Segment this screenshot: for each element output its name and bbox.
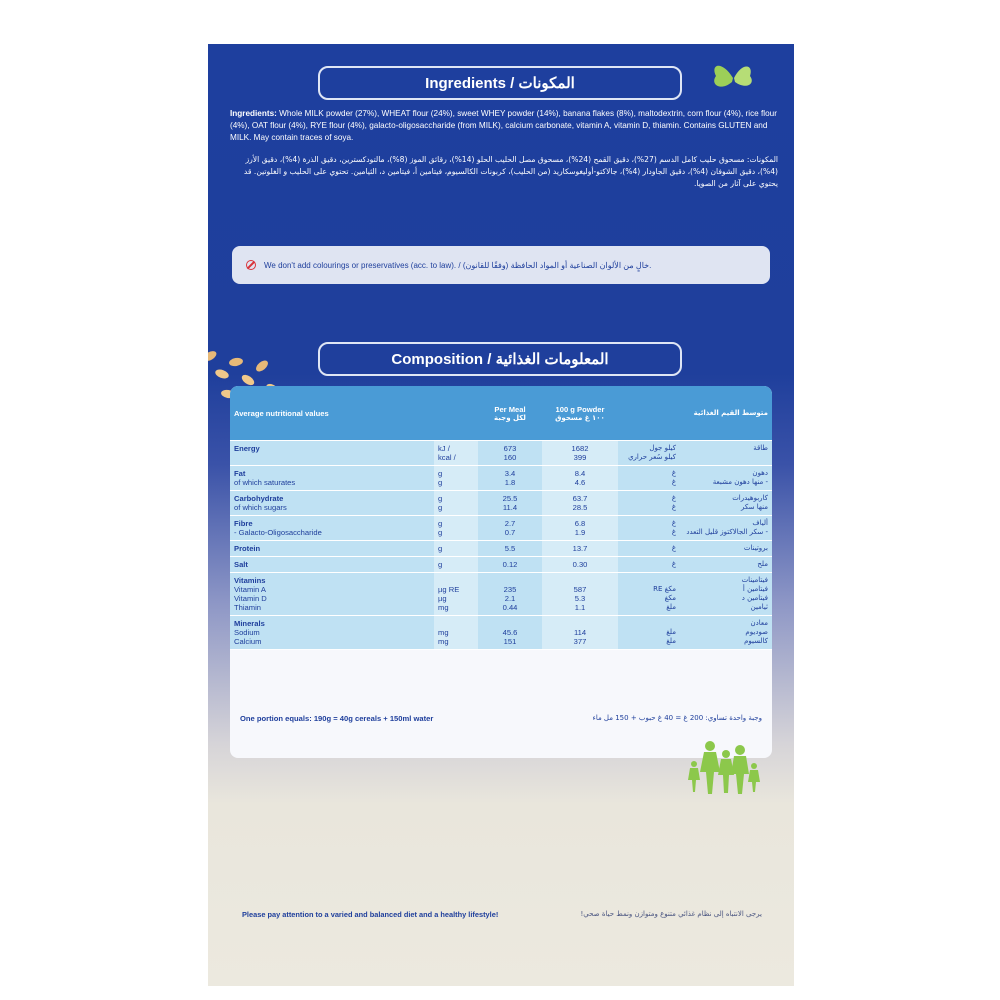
per-meal-value-line: 2.7	[504, 519, 516, 528]
table-row	[230, 466, 772, 491]
per-meal-value	[478, 441, 542, 466]
nutrient-name-arabic	[680, 573, 772, 616]
butterfly-icon	[708, 56, 758, 96]
per-meal-value	[478, 541, 542, 557]
unit	[434, 573, 478, 616]
table-row	[230, 441, 772, 466]
nutrient-name-arabic-line: - منها دهون مشبعة	[712, 478, 768, 486]
unit	[434, 516, 478, 541]
unit-arabic	[618, 557, 680, 573]
nutrient-name-arabic	[680, 616, 772, 650]
per-100g-value	[542, 516, 618, 541]
unit-line	[438, 619, 474, 628]
per-meal-value-line: 45.6	[502, 628, 518, 637]
nutrient-name-line: Salt	[234, 560, 248, 569]
product-package-back	[208, 44, 794, 986]
per-meal-value-line: 0.12	[502, 560, 518, 569]
nutrient-name-line: Vitamin A	[234, 585, 266, 594]
unit-line: µg RE	[438, 585, 460, 594]
per-100g-value-line	[546, 619, 614, 628]
per-meal-value-line: 160	[503, 453, 517, 462]
nutrient-name-line: of which sugars	[234, 503, 287, 512]
unit-line: mg	[438, 628, 449, 637]
per-100g-value-line: 13.7	[572, 544, 588, 553]
per-100g-value-line: 4.6	[574, 478, 586, 487]
table-row	[230, 616, 772, 650]
per-meal-value-line: 3.4	[504, 469, 516, 478]
per-meal-value-line: 151	[503, 637, 517, 646]
nutrient-name-line: Sodium	[234, 628, 260, 637]
unit-arabic-line: غ	[671, 469, 676, 477]
unit-line: g	[438, 478, 443, 487]
unit-line: g	[438, 519, 443, 528]
unit-arabic-line: مكغ RE	[653, 585, 676, 593]
per-meal-value	[478, 466, 542, 491]
unit-arabic	[618, 466, 680, 491]
per-meal-value	[478, 557, 542, 573]
nutrient-name-line: Fat	[234, 469, 246, 478]
unit-arabic-line	[622, 619, 676, 628]
table-row	[230, 573, 772, 616]
unit-arabic	[618, 491, 680, 516]
unit-line: kcal /	[438, 453, 456, 462]
composition-title: Composition / المعلومات الغذائية	[318, 342, 682, 376]
unit-arabic	[618, 541, 680, 557]
nutrient-name-arabic	[680, 491, 772, 516]
nutrient-name-arabic-line: معادن	[750, 619, 768, 627]
unit-line: µg	[438, 594, 447, 603]
per-100g-value-line: 587	[573, 585, 587, 594]
per-100g-value-line: 28.5	[572, 503, 588, 512]
table-row	[230, 516, 772, 541]
per-100g-value-line: 1.1	[574, 603, 586, 612]
nutrient-name-arabic-line: طاقة	[753, 444, 768, 452]
unit-arabic-line: غ	[671, 519, 676, 527]
nutrient-name-arabic-line: بروتينات	[743, 544, 768, 552]
prohibited-icon	[246, 260, 256, 270]
per-meal-value-line: 673	[503, 444, 517, 453]
table-row	[230, 491, 772, 516]
per-100g-value-line: 8.4	[574, 469, 586, 478]
ingredients-title: Ingredients / المكونات	[318, 66, 682, 100]
per-meal-value-line: 2.1	[504, 594, 516, 603]
unit-line: kJ /	[438, 444, 450, 453]
unit-line: g	[438, 544, 443, 553]
unit-arabic-line: كيلو سُعر حراري	[628, 453, 676, 461]
unit-arabic-line: ملغ	[666, 603, 676, 611]
nutrient-name-line: Carbohydrate	[234, 494, 284, 503]
nutrient-name-arabic-line: دهون	[752, 469, 768, 477]
nutrient-name-arabic-line: فيتامين د	[741, 594, 768, 602]
unit-arabic-line: ملغ	[666, 637, 676, 645]
unit	[434, 616, 478, 650]
nutrition-table	[230, 386, 772, 650]
unit-arabic-line: ملغ	[666, 628, 676, 636]
per-meal-value-line: 1.8	[504, 478, 516, 487]
unit-arabic	[618, 516, 680, 541]
per-meal-value-line: 0.44	[502, 603, 518, 612]
unit-line: g	[438, 469, 443, 478]
ingredients-text	[230, 108, 778, 190]
per-100g-value-line: 1.9	[574, 528, 586, 537]
nutrient-name-line: Protein	[234, 544, 261, 553]
nutrient-name	[230, 616, 434, 650]
nutrient-name-line: Energy	[234, 444, 260, 453]
per-meal-value-line	[482, 576, 538, 585]
per-100g-value	[542, 491, 618, 516]
per-100g-value-line	[546, 576, 614, 585]
unit-arabic	[618, 616, 680, 650]
unit	[434, 541, 478, 557]
portion-note: One portion equals: 190g = 40g cereals + 150ml water وجبة واحدة تساوي: 200 غ = 40 غ حبوب + 150 مل ماء	[240, 714, 762, 723]
unit-arabic	[618, 573, 680, 616]
unit-arabic-line: غ	[671, 478, 676, 486]
unit	[434, 441, 478, 466]
nutrient-name-line: Fibre	[234, 519, 253, 528]
header-per-100g: 100 g Powder ١٠٠ غ مسحوق	[542, 386, 618, 441]
per-100g-value-line: 63.7	[572, 494, 588, 503]
per-100g-value	[542, 541, 618, 557]
per-meal-value	[478, 516, 542, 541]
nutrient-name-arabic-line: فيتامينات	[741, 576, 768, 584]
footer-note: Please pay attention to a varied and balanced diet and a healthy lifestyle! يرجى الانتباه إلى نظام غذائي متنوع ومتوازن ونمط حياة صحي!	[242, 910, 762, 919]
per-meal-value-line: 25.5	[502, 494, 518, 503]
header-label-arabic: متوسط القيم الغذائية	[680, 386, 772, 441]
nutrient-name-arabic-line: ملح	[757, 560, 768, 568]
nutrient-name	[230, 491, 434, 516]
nutrient-name	[230, 573, 434, 616]
nutrient-name-arabic	[680, 541, 772, 557]
per-100g-value	[542, 441, 618, 466]
unit-arabic-line: مكغ	[664, 594, 676, 602]
unit-arabic-line	[622, 576, 676, 585]
per-100g-value-line: 1682	[571, 444, 589, 453]
unit	[434, 491, 478, 516]
per-100g-value-line: 0.30	[572, 560, 588, 569]
unit-arabic-line: غ	[671, 544, 676, 552]
unit-line: g	[438, 560, 443, 569]
per-100g-value	[542, 573, 618, 616]
nutrient-name-arabic	[680, 466, 772, 491]
header-label: Average nutritional values	[230, 386, 434, 441]
nutrient-name-line	[234, 453, 430, 462]
unit-arabic-line: كيلو جول	[649, 444, 676, 452]
unit-line: g	[438, 528, 443, 537]
table-header-row	[230, 386, 772, 441]
nutrient-name	[230, 441, 434, 466]
nutrient-name-line: of which saturates	[234, 478, 296, 487]
unit-arabic	[618, 441, 680, 466]
nutrient-name-line: Minerals	[234, 619, 265, 628]
unit-arabic-line: غ	[671, 560, 676, 568]
nutrient-name-arabic	[680, 516, 772, 541]
per-100g-value-line: 5.3	[574, 594, 586, 603]
per-meal-value	[478, 573, 542, 616]
nutrient-name-line: Thiamin	[234, 603, 262, 612]
nutrient-name	[230, 516, 434, 541]
per-100g-value	[542, 557, 618, 573]
nutrient-name-line: Calcium	[234, 637, 262, 646]
nutrient-name-arabic-line: فيتامين أ	[742, 585, 768, 593]
nutrient-name-arabic-line	[684, 453, 768, 462]
table-row	[230, 541, 772, 557]
unit-line: g	[438, 503, 443, 512]
unit-line: mg	[438, 603, 449, 612]
table-row	[230, 557, 772, 573]
nutrient-name	[230, 466, 434, 491]
no-preservatives-banner: We don't add colourings or preservatives (acc. to law). / خالٍ من الألوان الصناعية أو المواد الحافظة (وفقًا للقانون).	[232, 246, 770, 284]
nutrient-name-arabic-line: ألياف	[752, 519, 768, 527]
nutrient-name-arabic-line: كالسيوم	[744, 637, 768, 645]
per-meal-value-line: 235	[503, 585, 517, 594]
unit-arabic-line: غ	[671, 528, 676, 536]
nutrient-name	[230, 541, 434, 557]
ingredients-english: Ingredients: Whole MILK powder (27%), WHEAT flour (24%), sweet WHEY powder (14%), banana flakes (8%), maltodextrin, corn flour (4%), rice flour (4%), OAT flour (4%), RYE flour (4%), galacto-oligosaccharide (from MILK), calcium carbonate, vitamin A, vitamin D, thiamin. Contains GLUTEN and MILK. May contain traces of soya.	[230, 109, 777, 142]
family-icon	[686, 738, 766, 798]
header-per-meal: Per Meal لكل وجبة	[478, 386, 542, 441]
per-meal-value-line: 5.5	[504, 544, 516, 553]
unit-arabic-line: غ	[671, 503, 676, 511]
nutrient-name-arabic-line: منها سكر	[740, 503, 768, 511]
nutrient-name-line: Vitamin D	[234, 594, 267, 603]
nutrient-name-arabic-line: - سكر الجالاكتوز قليل التعدد	[686, 528, 768, 536]
per-100g-value-line: 6.8	[574, 519, 586, 528]
unit-line	[438, 576, 474, 585]
per-meal-value	[478, 491, 542, 516]
per-100g-value-line: 399	[573, 453, 587, 462]
per-100g-value	[542, 616, 618, 650]
unit-line: mg	[438, 637, 449, 646]
unit-line: g	[438, 494, 443, 503]
unit	[434, 466, 478, 491]
per-meal-value	[478, 616, 542, 650]
unit-arabic-line: غ	[671, 494, 676, 502]
per-100g-value	[542, 466, 618, 491]
per-meal-value-line: 11.4	[502, 503, 518, 512]
nutrient-name-arabic	[680, 441, 772, 466]
unit	[434, 557, 478, 573]
nutrition-table-panel	[230, 386, 772, 758]
per-100g-value-line: 377	[573, 637, 587, 646]
nutrient-name	[230, 557, 434, 573]
nutrient-name-arabic-line: صوديوم	[745, 628, 768, 636]
ingredients-arabic: المكونات: مسحوق حليب كامل الدسم (27%)، دقيق القمح (24%)، مسحوق مصل الحليب الحلو (14%)، رقائق الموز (8%)، مالتودكسترين، دقيق الذرة (4%)، دقيق الأرز (4%)، دقيق الشوفان (4%)، دقيق الجاودار (4%)، جالاكتو-أوليغوسكاريد (من الحليب)، كربونات الكالسيوم، فيتامين أ، فيتامين د، الثيامين. تحتوي على الحليب و الغلوتين. قد يحتوي على آثار من الصويا.	[243, 155, 778, 188]
nutrient-name-line: - Galacto-Oligosaccharide	[234, 528, 322, 537]
nutrient-name-arabic-line: كاربوهيدرات	[732, 494, 768, 502]
per-100g-value-line: 114	[573, 628, 587, 637]
per-meal-value-line: 0.7	[504, 528, 516, 537]
per-meal-value-line	[482, 619, 538, 628]
nutrient-name-line: Vitamins	[234, 576, 266, 585]
nutrient-name-arabic-line: ثيامين	[750, 603, 768, 611]
nutrient-name-arabic	[680, 557, 772, 573]
